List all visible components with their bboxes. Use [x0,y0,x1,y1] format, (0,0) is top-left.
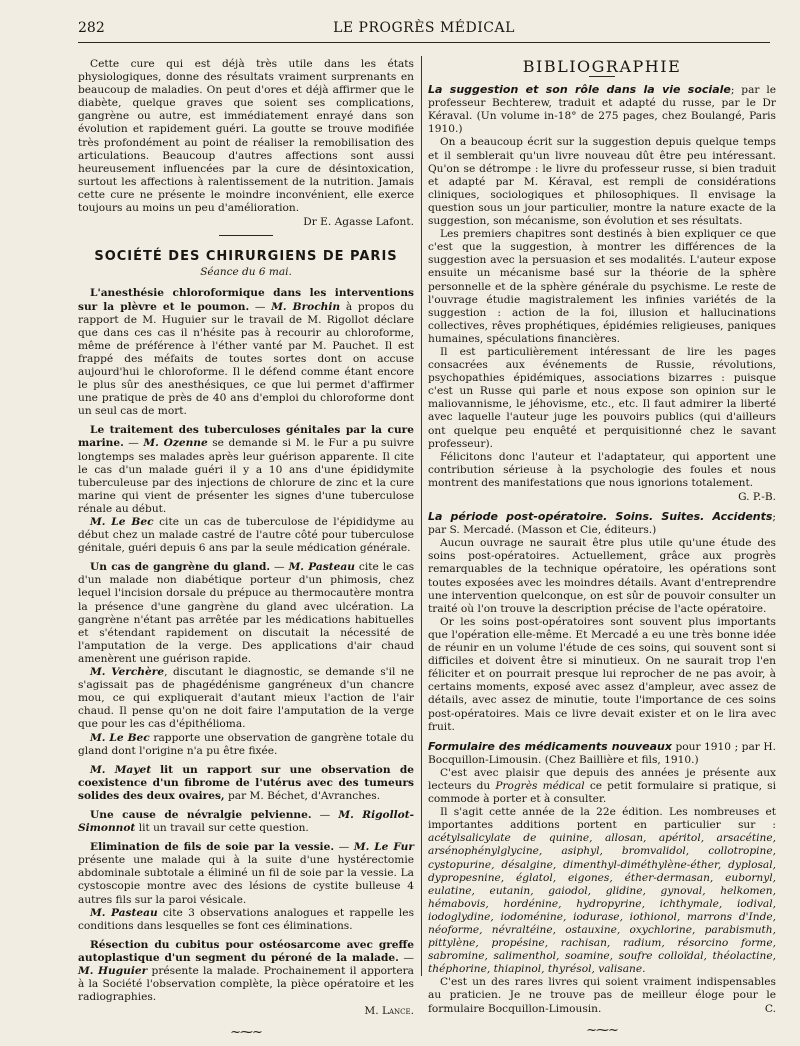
report-title: Un cas de gangrène du gland. [90,561,271,574]
book-meta: pour 1910 ; par H. Bocquillon-Limousin. (Chez Baillière et fils, 1910.) [428,740,776,766]
report-text: présente une malade qui à la suite d'une hystérectomie abdominale subtotale a éliminé un fil de soie par la vessie. La cystoscopie montre avec des lésions de cystite bulleuse 4 autres fils sur la paroi vésicale. [78,854,414,906]
report-text: cite 3 observations analogues et rappelle les conditions dans lesquelles se font ces éliminations. [78,906,415,932]
review-text: C'est avec plaisir que depuis des années je présente aux lecteurs du [428,766,776,792]
review-signature: G. P.-B. [738,491,776,503]
report-author: M. Le Bec [90,731,150,744]
intro-paragraph: Cette cure qui est déjà très utile dans les états physiologiques, donne des résultats vraiment surprenants en beaucoup de maladies. On peut d'ores et déjà affirmer que le diabète, quelque graves que soient ses complications, gangrène ou autre, est immédiatement enrayé dans son évolution et rapidement guéri. La goutte se trouve modifiée très profondément au point de réaliser la remobilisation des articulations. Beaucoup d'autres affections sont aussi heureusement influencées par la cure de désintoxication, surtout les affections à ralentissement de la nutrition. Jamais cette cure ne présente le moindre inconvénient, elle exerce toujours au moins un peu d'amélioration. [78,58,414,215]
report-title: Résection du cubitus pour ostéosarcome avec greffe autoplastique d'un segment du péroné de la malade. [78,938,414,964]
book-entry-suggestion [428,83,776,136]
book-meta: ; par S. Mercadé. (Masson et Cie, éditeurs.) [428,511,776,537]
report-title: L'anesthésie chloroformique dans les interventions sur la plèvre et le poumon. [78,287,414,313]
report-author: M. Brochin [271,300,341,313]
report-author: M. Mayet [90,763,152,776]
report-silk-threads-reply [78,907,414,933]
right-column [428,58,776,1037]
review-paragraph: On a beaucoup écrit sur la suggestion depuis quelque temps et il semblerait qu'un livre nouveau dût être peu intéressant. Qu'on se détrompe : le livre du professeur russe, si bien traduit et adapté par M. Kéraval, est rempli de considérations cliniques, sociologiques et philosophiques. Il envisage la question sous un jour particulier, montre la nature exacte de la suggestion, son mécanisme, son évolution et ses résultats. [428,136,776,228]
page-number: 282 [78,20,105,36]
review-paragraph: Félicitons donc l'auteur et l'adaptateur, qui apportent une contribution sérieuse à la psychologie des foules et nous montrent des manifestations que nous ignorions totalement. [428,450,776,489]
report-text: cite un cas de tuberculose de l'épididyme au début chez un malade castré de l'autre côté pour tuberculose génitale, guéri depuis 6 ans par la seule médication générale. [78,516,414,555]
report-text: rapporte une observation de gangrène totale du gland dont l'origine n'a pu être fixée. [78,731,414,757]
report-text: cite le cas d'un malade non diabétique porteur d'un phimosis, chez lequel l'incision dorsale du prépuce au thermocautère montra la présence d'une gangrène du gland avec ulcération. La gangrène n'étant pas arrêtée par les médications habituelles et s'étendant rapidement on discutait la nécessité de l'amputation de la verge. Des applications d'air chaud amenèrent une guérison rapide. [78,561,415,665]
report-fibroma [78,764,414,803]
report-text: discutant le diagnostic, se demande s'il ne s'agissait pas de phagédénisme gangréneux d'un chancre mou, ce qui expliquerait d'autant mieux l'action de l'air chaud. Il pense qu'on ne doit faire l'amputation de la verge que pour les cas d'épithélioma. [78,666,415,731]
review-text: ce petit formulaire si pratique, si commode à porter et à consulter. [428,779,776,806]
report-title: Le traitement des tuberculoses génitales par la cure marine. [78,424,414,450]
report-author: M. Le Bec [90,516,154,528]
review-paragraph: Aucun ouvrage ne saurait être plus utile qu'une étude des soins post-opératoires. Actuellement, grâce aux progrès remarquables de la technique opératoire, les opérations sont toutes exposées avec les moindres détails. Avant d'entreprendre une intervention quelconque, on est sûr de pouvoir consulter un traité où l'on trouve la description précise de l'acte opératoire. [428,537,776,615]
book-entry-postop [428,510,776,537]
report-author: M. Pasteau [90,906,158,919]
report-signature: M. Lance. [364,1005,414,1018]
report-gangrene-reply-2 [78,732,414,758]
review-paragraph: Les premiers chapitres sont destinés à bien expliquer ce que c'est que la suggestion, à montrer les différences de la suggestion avec la persuasion et ses modalités. L'auteur expose ensuite un mécanisme basé sur la théorie de la sphère personnelle et de la sphère générale du psychisme. Le reste de l'ouvrage étudie magistralement les infinies variétés de la suggestion : action de la foi, illusion et hallucinations collectives, rêves prophétiques, épidémies religieuses, paniques humaines, spéculations financières. [428,228,776,345]
review-paragraph [428,806,776,976]
book-title: La suggestion et son rôle dans la vie sociale [428,83,731,97]
society-title: SOCIÉTÉ DES CHIRURGIENS DE PARIS [94,249,398,265]
report-gangrene-reply-1: M. Verchère, discutant le diagnostic, se demande s'il ne s'agissait pas de phagédénisme gangréneux d'un chancre mou, ce qui expliquerait d'autant mieux l'action de l'air chaud. Il pense qu'on ne doit faire l'amputation de la verge que pour les cas d'épithélioma. [78,666,415,731]
bibliography-title: BIBLIOGRAPHIE [522,57,682,76]
review-paragraph: Or les soins post-opératoires sont souvent plus importants que l'opération elle-même. Et Mercadé a eu une très bonne idée de réunir en un volume l'étude de ces soins, qui souvent sont si difficiles et doivent être si minutieux. On ne saurait trop l'en féliciter et on pourrait presque lui reprocher de ne pas avoir, à certains moments, exposé avec assez d'ampleur, avec assez de détails, avec assez de minutie, toute l'importance de ces soins post-opératoires. Mais ce livre devait exister et on le lira avec fruit. [428,615,776,733]
page-header [78,20,770,43]
report-title: Une cause de névralgie pelvienne. [90,808,312,821]
report-author: M. Le Fur [353,841,414,854]
session-date: Séance du 6 mai. [200,266,292,279]
review-paragraph [428,767,776,806]
report-author: M. Ozenne [143,437,208,450]
report-text: lit un rapport sur une observation de coexistence d'un fibrome de l'utérus avec des tumeurs solides des deux ovaires, [78,763,415,802]
report-author: M. Pasteau [288,561,355,574]
report-tuberculosis: Le traitement des tuberculoses génitales par la cure marine. — M. Ozenne se demande si M. le Fur a pu suivre longtemps ses malades après leur guérison apparente. Il cite le cas d'un malade guéri il y a 10 ans d'une épididymite tuberculeuse par des injections de chlorure de zinc et la cure marine qui vient de présenter les signes d'une tuberculose rénale au début. [78,424,414,515]
book-title: La période post-opératoire. Soins. Suites. Accidents [428,510,773,524]
review-paragraph: Il est particulièrement intéressant de lire les pages consacrées aux événements de Russie, révolutions, psychopathies épidémiques, associations bizarres : puisque c'est un Russe qui parle et nous expose son opinion sur le maliovannisme, le jéhovisme, etc., etc. Il faut admirer la liberté avec laquelle l'auteur juge les pouvoirs publics (qui d'ailleurs ont quelque peu enquêté et perquisitionné chez le savant professeur). [428,345,776,450]
report-gangrene: Un cas de gangrène du gland. — M. Pasteau cite le cas d'un malade non diabétique porteur d'un phimosis, chez lequel l'incision dorsale du prépuce au thermocautère montra la présence d'une gangrène du gland avec ulcération. La gangrène n'étant pas arrêtée par les médications habituelles et s'étendant rapidement on discutait la nécessité de l'amputation de la verge. Des applications d'air chaud amenèrent une guérison rapide. [78,561,415,665]
section-divider [219,235,273,236]
report-tuberculosis-reply [78,516,414,555]
review-signature: C. [764,1002,776,1015]
intro-signature: Dr E. Agasse Lafont. [303,216,414,229]
book-meta: ; par le professeur Bechterew, traduit et adapté du russe, par le Dr Kéraval. (Un volume in-18° de 275 pages, chez Boulangé, Paris 1910.) [428,84,776,136]
report-tail: par M. Béchet, d'Avranches. [228,789,381,802]
book-entry-formulaire [428,740,776,767]
report-text: présente la malade. Prochainement il apportera à la Société l'observation complète, la pièce opératoire et les radiographies. [78,965,414,1004]
journal-name: Progrès médical [495,779,585,792]
report-text: à propos du rapport de M. Huguier sur le travail de M. Rigollot déclare que dans ces cas il n'hésite pas à recourir au chloroforme, même de préférence à l'éther vanté par M. Pauchet. Il est frappé des méfaits de toutes sortes dont on accuse aujourd'hui le chloroforme. Il le défend comme étant encore le plus sûr des anesthésiques, ce que lui permet d'affirmer une pratique de près de 40 ans d'emploi du chloroforme dont un seul cas de mort. [78,300,414,418]
column-divider [421,56,422,976]
review-paragraph: C'est un des rares livres qui soient vraiment indispensables au praticien. Je ne trouve pas de meilleur éloge pour le formulaire Bocquillon-Limousin. [428,976,776,1015]
report-title: Elimination de fils de soie par la vessie. [90,841,335,854]
end-ornament: ~⁓~ [586,1022,618,1038]
report-author: M. Huguier [78,965,148,977]
running-title: LE PROGRÈS MÉDICAL [333,20,515,36]
report-author: M. Verchère [90,666,165,679]
title-underline [589,76,615,77]
book-title: Formulaire des médicaments nouveaux [428,739,672,753]
left-column [78,58,414,1039]
review-text: Il s'agit cette année de la 22e édition. Les nombreuses et importantes additions portent en particulier sur : [428,806,776,832]
report-text: lit un travail sur cette question. [138,822,309,835]
report-silk-threads: Elimination de fils de soie par la vessie. — M. Le Fur présente une malade qui à la suite d'une hystérectomie abdominale subtotale a éliminé un fil de soie par la vessie. La cystoscopie montre avec des lésions de cystite bulleuse 4 autres fils sur la paroi vésicale. [78,841,414,906]
report-author: M. Rigollot-Simonnot [78,808,414,835]
report-ulna-resection: Résection du cubitus pour ostéosarcome avec greffe autoplastique d'un segment du péroné de la malade. — M. Huguier présente la malade. Prochainement il apportera à la Société l'observation complète, la pièce opératoire et les radiographies. [78,938,414,1004]
report-text: se demande si M. le Fur a pu suivre longtemps ses malades après leur guérison apparente. Il cite le cas d'un malade guéri il y a 10 ans d'une épididymite tuberculeuse par des injections de chlorure de zinc et la cure marine qui vient de présenter les signes d'une tuberculose rénale au début. [78,437,414,515]
report-neuralgia: Une cause de névralgie pelvienne. — M. Rigollot-Simonnot lit un travail sur cette question. [78,808,414,835]
report-anesthesia: L'anesthésie chloroformique dans les interventions sur la plèvre et le poumon. — M. Brochin à propos du rapport de M. Huguier sur le travail de M. Rigollot déclare que dans ces cas il n'hésite pas à recourir au chloroforme, même de préférence à l'éther vanté par M. Pauchet. Il est frappé des méfaits de toutes sortes dont on accuse aujourd'hui le chloroforme. Il le défend comme étant encore le plus sûr des anesthésiques, ce que lui permet d'affirmer une pratique de près de 40 ans d'emploi du chloroforme dont un seul cas de mort. [78,287,414,418]
end-ornament: ~⁓~ [230,1025,262,1041]
drug-list: acétylsalicylate de quinine, allosan, apéritol, arsacétine, arsénophénylglycine, asiphyl, bromvalidol, collotropine, cystopurine, désalgine, dimenthyl-diméthylène-éther, dyplosal, dypropesnine, églatol, eigones, éther-dermasan, eubornyl, eulatine, eutanin, gaiodol, glidine, gynoval, helkomen, hémabovis, hordénine, hydropyrine, ichthymale, iodival, iodoglydine, iodoménine, iodurase, iothionol, marrons d'Inde, néoforme, névraltéine, ostauxine, oxychlorine, parabismuth, pittylène, propésine, rachisan, radium, résorcino forme, sabromine, salimenthol, soamine, soufre colloïdal, théolactine, théphorine, thiapinol, thyrésol, valisane. [428,832,776,976]
